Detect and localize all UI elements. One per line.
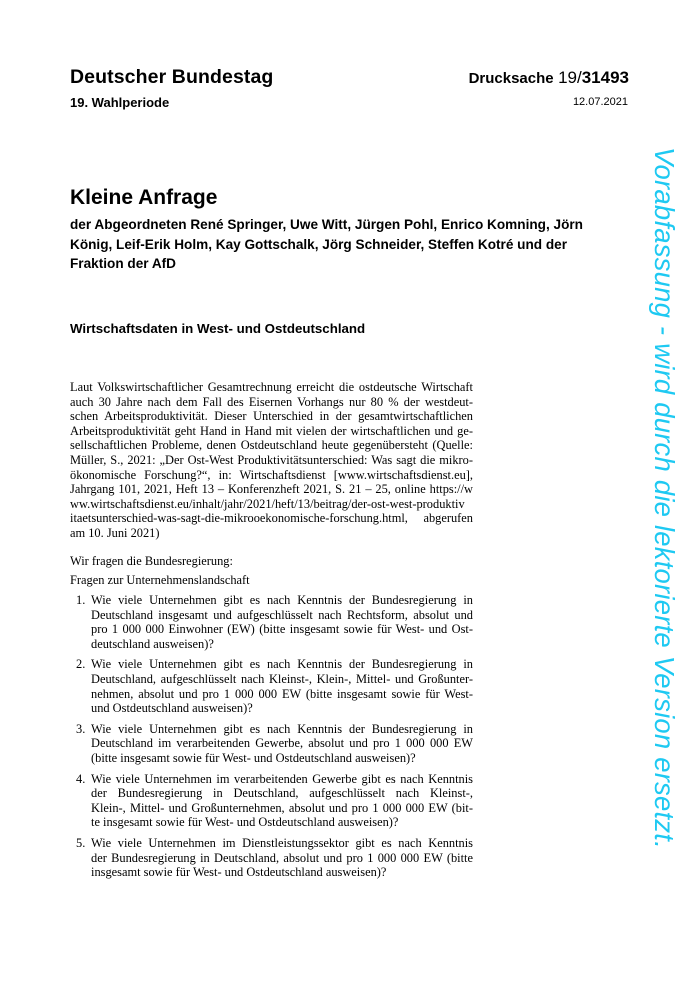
institution-name: Deutscher Bundestag [70, 66, 274, 88]
intro-line: Arbeitsproduktivität geht Hand in Hand mit vielen der wirtschaftlichen und ge- [70, 423, 473, 438]
intro-line: Müller, S., 2021: „Der Ost-West Produktivitätsunterschied: Was sagt die mikro- [70, 452, 473, 467]
question-line: Wie viele Unternehmen im Dienstleistungssektor gibt es nach Kenntnis [91, 835, 473, 850]
intro-line: Jahrgang 101, 2021, Heft 13 – Konferenzheft 2021, S. 21 – 25, online https://w [70, 482, 473, 497]
question-line: Deutschland im verarbeitenden Gewerbe, absolut und pro 1 000 000 EW [91, 736, 473, 751]
intro-line: ökonomische Forschung?“, in: Wirtschaftsdienst [www.wirtschaftsdienst.eu], [70, 467, 473, 482]
document-date: 12.07.2021 [572, 96, 628, 108]
intro-line: itaetsunterschied-was-sagt-die-mikrooekonomische-forschung.html, abgerufen [70, 511, 473, 526]
document-title: Kleine Anfrage [70, 186, 218, 209]
question-line: Wie viele Unternehmen gibt es nach Kenntnis der Bundesregierung in [91, 657, 473, 672]
authors-line: Fraktion der AfD [70, 256, 176, 271]
question-line: und Ostdeutschland ausweisen)? [91, 701, 253, 716]
drucksache-number [469, 68, 629, 88]
question-number: 2. [76, 657, 86, 672]
drucksache-period: 19/ [558, 68, 582, 87]
question-number: 3. [76, 721, 86, 736]
drucksache-id: 31493 [581, 68, 629, 87]
question-line: (bitte insgesamt sowie für West- und Ostdeutschland ausweisen)? [91, 750, 416, 765]
authors-block [70, 215, 630, 274]
intro-paragraph [70, 380, 473, 541]
question-item [70, 722, 473, 766]
question-line: deutschland ausweisen)? [91, 636, 214, 651]
question-lead: Wir fragen die Bundesregierung: [70, 554, 233, 568]
wahlperiode: 19. Wahlperiode [70, 95, 170, 110]
watermark-text: Vorabfassung - wird durch die lektorierte Version ersetzt. [649, 147, 680, 849]
question-number: 4. [76, 771, 86, 786]
intro-line: am 10. Juni 2021) [70, 525, 160, 540]
intro-line: schen Arbeitsproduktivität. Dieser Unterschied in der gesamtwirtschaftlichen [70, 409, 473, 424]
question-list [70, 593, 473, 886]
question-item [70, 772, 473, 830]
question-line: Deutschland insgesamt und aufgeschlüsselt nach Rechtsform, absolut und [91, 607, 473, 622]
intro-line: ww.wirtschaftsdienst.eu/inhalt/jahr/2021/heft/13/beitrag/der-ost-west-produktiv [70, 496, 465, 511]
question-line: pro 1 000 000 Einwohner (EW) (bitte insgesamt sowie für West- und Ost- [91, 622, 473, 637]
drucksache-label: Drucksache [468, 70, 554, 87]
question-line: Deutschland, aufgeschlüsselt nach Kleinst-, Klein-, Mittel- und Großunter- [91, 671, 473, 686]
question-line: te insgesamt sowie für West- und Ostdeutschland ausweisen)? [91, 815, 399, 830]
intro-line: sellschaftlichen Probleme, denen Ostdeutschland heute gegenübersteht (Quelle: [70, 438, 473, 453]
question-line: Wie viele Unternehmen gibt es nach Kenntnis der Bundesregierung in [91, 593, 473, 607]
question-line: insgesamt sowie für West- und Ostdeutschland ausweisen)? [91, 865, 387, 880]
intro-line: Laut Volkswirtschaftlicher Gesamtrechnung erreicht die ostdeutsche Wirtschaft [70, 380, 473, 394]
question-line: Klein-, Mittel- und Großunternehmen, absolut und pro 1 000 000 EW (bit- [91, 800, 473, 815]
question-number: 5. [76, 835, 86, 850]
question-line: nehmen, absolut und pro 1 000 000 EW (bitte insgesamt sowie für West- [91, 686, 473, 701]
question-item [70, 593, 473, 651]
question-item [70, 657, 473, 715]
question-line: Wie viele Unternehmen gibt es nach Kenntnis der Bundesregierung in [91, 721, 473, 736]
question-number: 1. [76, 593, 86, 607]
question-line: der Bundesregierung in Deutschland, aufgeschlüsselt nach Kleinst-, [91, 786, 473, 801]
question-line: der Bundesregierung in Deutschland, absolut und pro 1 000 000 EW (bitte [91, 850, 473, 865]
question-line: Wie viele Unternehmen im verarbeitenden Gewerbe gibt es nach Kenntnis [91, 771, 473, 786]
document-subject: Wirtschaftsdaten in West- und Ostdeutschland [70, 321, 366, 336]
authors-line: der Abgeordneten René Springer, Uwe Witt, Jürgen Pohl, Enrico Komning, Jörn [70, 217, 583, 232]
intro-line: auch 30 Jahre nach dem Fall des Eisernen Vorhangs nur 80 % der westdeut- [70, 394, 473, 409]
authors-line: König, Leif-Erik Holm, Kay Gottschalk, Jörg Schneider, Steffen Kotré und der [70, 236, 568, 252]
question-item [70, 836, 473, 880]
section-heading: Fragen zur Unternehmenslandschaft [70, 573, 250, 587]
